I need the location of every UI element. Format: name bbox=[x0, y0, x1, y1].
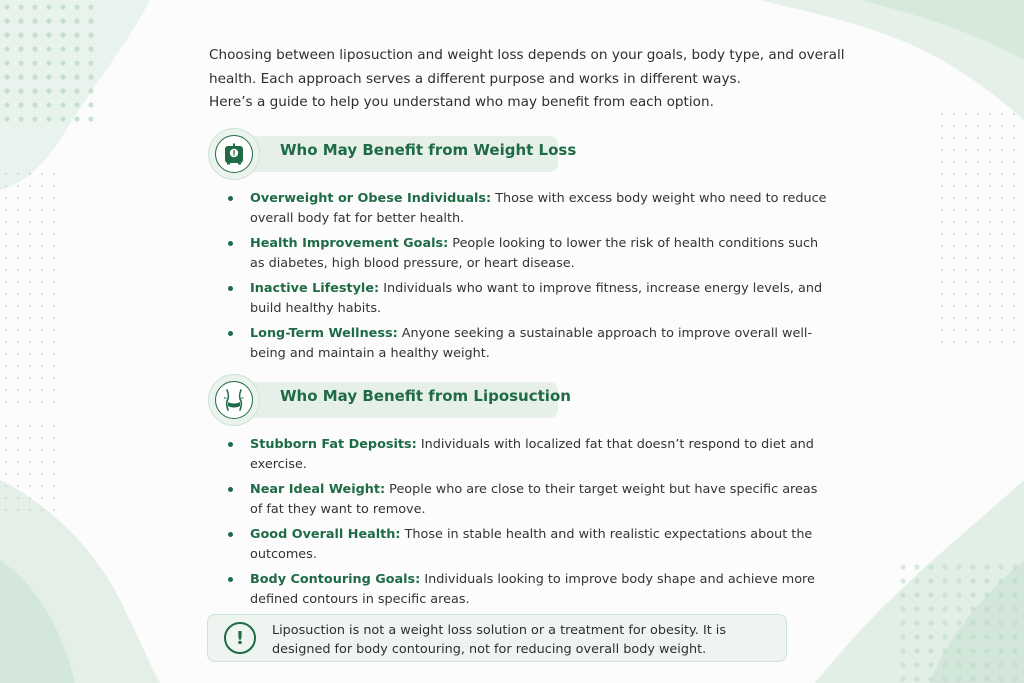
list-item bbox=[228, 324, 828, 363]
weight-loss-list bbox=[228, 189, 828, 369]
bullet-dot bbox=[228, 196, 233, 201]
intro-line: health. Each approach serves a different purpose and works in different ways. bbox=[209, 70, 741, 87]
warning-note bbox=[207, 614, 787, 662]
list-item-term: Overweight or Obese Individuals: bbox=[250, 191, 492, 206]
section-header-weight-loss bbox=[208, 128, 577, 172]
bullet-dot bbox=[228, 442, 233, 447]
list-item bbox=[228, 525, 828, 564]
list-item-text: Individuals with localized fat that doesn’t respond to diet and exercise. bbox=[250, 437, 814, 472]
list-item-text: Those in stable health and with realistic expectations about the outcomes. bbox=[250, 527, 813, 562]
section-header-liposuction bbox=[208, 374, 571, 418]
section-icon-badge bbox=[208, 128, 260, 180]
intro-paragraph bbox=[209, 44, 849, 115]
list-item-term: Health Improvement Goals: bbox=[250, 236, 449, 251]
bullet-dot bbox=[228, 577, 233, 582]
list-item bbox=[228, 279, 828, 318]
list-item-text: People who are close to their target weight but have specific areas of fat they want to remove. bbox=[250, 482, 818, 517]
list-item-term: Near Ideal Weight: bbox=[250, 482, 386, 497]
list-item-text: Those with excess body weight who need to reduce overall body fat for better health. bbox=[250, 191, 827, 226]
list-item bbox=[228, 189, 828, 228]
list-item-term: Body Contouring Goals: bbox=[250, 572, 421, 587]
list-item-text: People looking to lower the risk of health conditions such as diabetes, high blood pressure, or heart disease. bbox=[250, 236, 819, 271]
exclamation-icon: ! bbox=[224, 622, 256, 654]
list-item-text: Anyone seeking a sustainable approach to improve overall well-being and maintain a healthy weight. bbox=[250, 326, 813, 361]
section-title: Who May Benefit from Weight Loss bbox=[280, 141, 577, 159]
list-item-text: Individuals who want to improve fitness, increase energy levels, and build healthy habits. bbox=[250, 281, 823, 316]
list-item bbox=[228, 435, 828, 474]
list-item bbox=[228, 480, 828, 519]
bullet-dot bbox=[228, 487, 233, 492]
scale-icon bbox=[223, 143, 245, 165]
list-item-term: Good Overall Health: bbox=[250, 527, 401, 542]
liposuction-list bbox=[228, 435, 828, 615]
section-title: Who May Benefit from Liposuction bbox=[280, 387, 571, 405]
list-item-term: Long-Term Wellness: bbox=[250, 326, 398, 341]
intro-line: Here’s a guide to help you understand who may benefit from each option. bbox=[209, 94, 714, 110]
warning-note-text: Liposuction is not a weight loss solution or a treatment for obesity. It is designed for body contouring, not for reducing overall body weight. bbox=[272, 623, 727, 657]
waist-icon bbox=[222, 389, 246, 411]
bullet-dot bbox=[228, 331, 233, 336]
list-item-term: Inactive Lifestyle: bbox=[250, 281, 380, 296]
section-icon-badge bbox=[208, 374, 260, 426]
bullet-dot bbox=[228, 241, 233, 246]
intro-line: Choosing between liposuction and weight loss depends on your goals, body type, and overall bbox=[209, 47, 845, 63]
list-item-term: Stubborn Fat Deposits: bbox=[250, 437, 417, 452]
list-item bbox=[228, 234, 828, 273]
bullet-dot bbox=[228, 532, 233, 537]
bullet-dot bbox=[228, 286, 233, 291]
list-item bbox=[228, 570, 828, 609]
list-item-text: Individuals looking to improve body shape and achieve more defined contours in specific areas. bbox=[250, 572, 815, 607]
